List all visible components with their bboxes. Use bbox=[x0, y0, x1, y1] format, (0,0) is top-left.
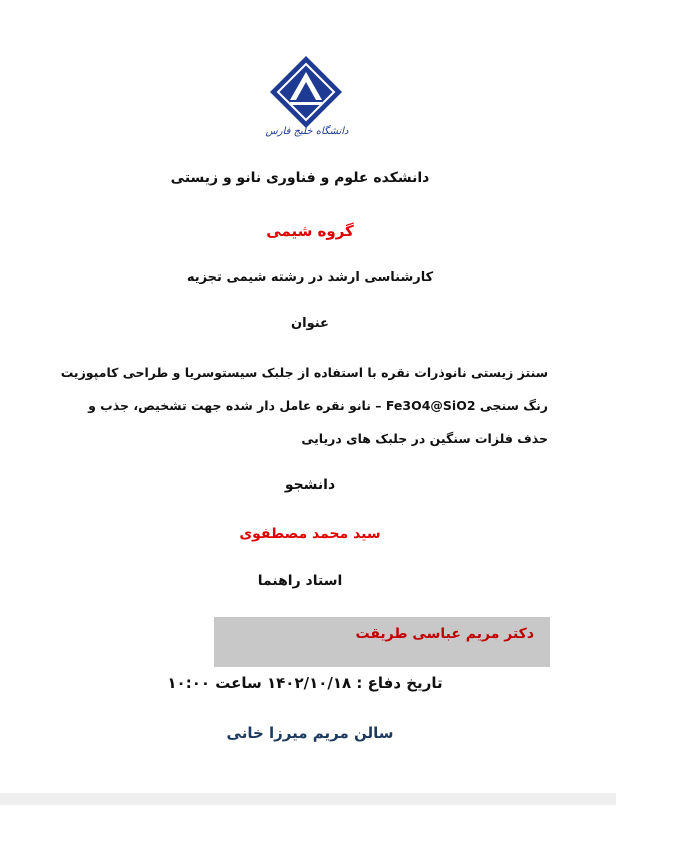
defense-date-time: تاریخ دفاع : ۱۴۰۲/۱۰/۱۸ ساعت ۱۰:۰۰ bbox=[167, 674, 443, 692]
advisor-highlight-box bbox=[214, 617, 550, 667]
venue-hall: سالن مریم میرزا خانی bbox=[226, 724, 394, 742]
thesis-title-line-2: رنگ سنجی Fe3O4@SiO2 – نانو نقره عامل دار شده جهت تشخیص، جذب و bbox=[88, 398, 548, 413]
university-logo bbox=[268, 54, 344, 130]
page-bottom-divider bbox=[0, 793, 616, 805]
advisor-name: دکتر مریم عباسی طریقت bbox=[355, 626, 534, 642]
title-label: عنوان bbox=[291, 316, 329, 331]
student-label: دانشجو bbox=[284, 477, 336, 493]
degree-program: کارشناسی ارشد در رشته شیمی تجزیه bbox=[186, 270, 434, 285]
thesis-title-line-3: حذف فلزات سنگین در جلبک های دریایی bbox=[301, 431, 548, 446]
faculty-name: دانشکده علوم و فناوری نانو و زیستی bbox=[170, 170, 430, 186]
logo-caption: دانشگاه خلیج فارس bbox=[265, 126, 349, 137]
thesis-title bbox=[60, 356, 548, 455]
department-name: گروه شیمی bbox=[266, 222, 354, 240]
advisor-label: استاد راهنما bbox=[257, 573, 343, 589]
university-emblem-icon bbox=[268, 54, 344, 130]
thesis-title-line-1: سنتز زیستی نانوذرات نقره با استفاده از جلبک سیستوسریا و طراحی کامپوزیت bbox=[60, 365, 548, 380]
student-name: سید محمد مصطفوی bbox=[239, 526, 381, 542]
